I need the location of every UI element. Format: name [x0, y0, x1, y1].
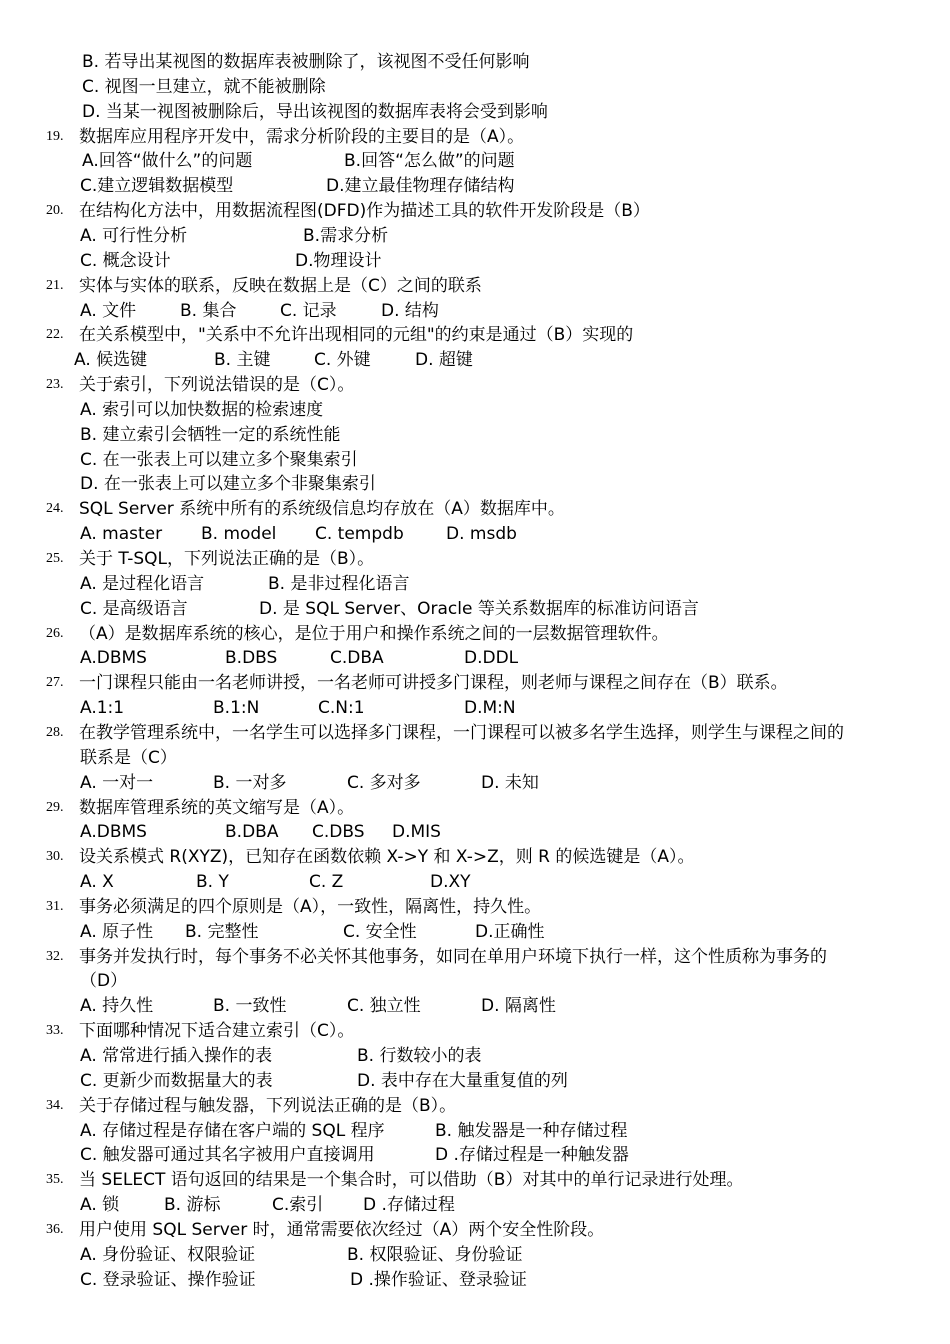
answer-option: C. Z — [309, 872, 344, 893]
option-line — [0, 1044, 950, 1068]
question-line — [0, 199, 950, 223]
answer-option: D. 未知 — [481, 772, 539, 793]
answer-option: A. 原子性 — [80, 921, 154, 942]
answer-option: C. 安全性 — [343, 921, 417, 942]
answer-option: C. 触发器可通过其名字被用户直接调用 — [80, 1145, 375, 1166]
answer-option: D. 在一张表上可以建立多个非聚集索引 — [80, 474, 376, 495]
question-number: 22. — [46, 327, 64, 343]
option-line — [0, 472, 950, 496]
option-line — [0, 174, 950, 198]
answer-option: C. 在一张表上可以建立多个聚集索引 — [80, 449, 358, 470]
answer-option: C. 概念设计 — [80, 250, 171, 271]
answer-option: A. 是过程化语言 — [80, 573, 205, 594]
question-text: 下面哪种情况下适合建立索引（C）。 — [79, 1021, 355, 1042]
answer-option: D. 隔离性 — [481, 996, 556, 1017]
option-line — [0, 75, 950, 99]
answer-option: D.DDL — [464, 648, 519, 669]
question-number: 24. — [46, 501, 64, 517]
question-number: 20. — [46, 203, 64, 219]
question-number: 29. — [46, 799, 64, 815]
answer-option: D.正确性 — [475, 921, 545, 942]
question-line — [0, 945, 950, 969]
answer-option: A. 索引可以加快数据的检索速度 — [80, 399, 324, 420]
question-text: 数据库管理系统的英文缩写是（A）。 — [79, 797, 355, 818]
question-number: 35. — [46, 1172, 64, 1188]
answer-option: A.DBMS — [80, 648, 147, 669]
question-text: SQL Server 系统中所有的系统级信息均存放在（A）数据库中。 — [79, 499, 565, 520]
answer-option: B.DBA — [225, 822, 279, 843]
answer-option: A. 存储过程是存储在客户端的 SQL 程序 — [80, 1120, 385, 1141]
answer-option: A.1:1 — [80, 698, 125, 719]
option-line — [0, 597, 950, 621]
question-text: 设关系模式 R(XYZ)，已知存在函数依赖 X->Y 和 X->Z，则 R 的候选键是（A）。 — [79, 847, 695, 868]
option-line — [0, 1193, 950, 1217]
answer-option: C. 更新少而数据量大的表 — [80, 1070, 273, 1091]
answer-option: C.DBS — [312, 822, 365, 843]
answer-option: C. 视图一旦建立，就不能被删除 — [82, 76, 326, 97]
question-line — [0, 845, 950, 869]
option-line — [0, 820, 950, 844]
answer-option: B.DBS — [225, 648, 278, 669]
option-line — [0, 969, 950, 993]
question-line — [0, 497, 950, 521]
option-line — [0, 1119, 950, 1143]
answer-option: B. 完整性 — [185, 921, 259, 942]
answer-option: D. 结构 — [381, 300, 439, 321]
answer-option: C. 是高级语言 — [80, 598, 188, 619]
answer-option: 联系是（C） — [80, 747, 177, 768]
answer-option: A. 身份验证、权限验证 — [80, 1244, 256, 1265]
answer-option: A. 可行性分析 — [80, 225, 188, 246]
answer-option: A. 文件 — [80, 300, 137, 321]
question-text: （A）是数据库系统的核心，是位于用户和操作系统之间的一层数据管理软件。 — [79, 623, 669, 644]
answer-option: D.M:N — [464, 698, 516, 719]
option-line — [0, 572, 950, 596]
question-line — [0, 373, 950, 397]
option-line — [0, 348, 950, 372]
answer-option: C. 独立性 — [347, 996, 421, 1017]
answer-option: B. 集合 — [180, 300, 237, 321]
answer-option: D.XY — [430, 872, 471, 893]
answer-option: A. 持久性 — [80, 996, 154, 1017]
answer-option: D. 是 SQL Server、Oracle 等关系数据库的标准访问语言 — [259, 598, 699, 619]
question-line — [0, 671, 950, 695]
question-text: 关于存储过程与触发器，下列说法正确的是（B）。 — [79, 1095, 457, 1116]
answer-option: B. 主键 — [214, 350, 271, 371]
answer-option: D. 当某一视图被删除后，导出该视图的数据库表将会受到影响 — [82, 101, 548, 122]
answer-option: A. 常常进行插入操作的表 — [80, 1046, 273, 1066]
option-line — [0, 1143, 950, 1167]
question-line — [0, 1218, 950, 1242]
answer-option: D.MIS — [392, 822, 441, 843]
answer-option: A.DBMS — [80, 822, 147, 843]
option-line — [0, 249, 950, 273]
answer-option: C. 多对多 — [347, 772, 421, 793]
option-line — [0, 920, 950, 944]
answer-option: B. Y — [196, 872, 229, 893]
option-line — [0, 423, 950, 447]
answer-option: A. 候选键 — [74, 350, 148, 371]
option-line — [0, 696, 950, 720]
answer-option: C.建立逻辑数据模型 — [80, 176, 234, 197]
question-number: 27. — [46, 675, 64, 691]
answer-option: A. 一对一 — [80, 772, 154, 793]
question-text: 在教学管理系统中，一名学生可以选择多门课程，一门课程可以被多名学生选择，则学生与课程之间的 — [79, 722, 844, 743]
answer-option: B.1:N — [213, 698, 260, 719]
question-number: 28. — [46, 724, 64, 740]
option-line — [0, 994, 950, 1018]
question-line — [0, 274, 950, 298]
answer-option: C. 记录 — [280, 300, 337, 321]
question-line — [0, 323, 950, 347]
answer-option: B. 权限验证、身份验证 — [347, 1244, 523, 1265]
answer-option: D. 超键 — [415, 350, 473, 371]
answer-option: D.物理设计 — [295, 250, 382, 271]
question-number: 34. — [46, 1097, 64, 1113]
answer-option: B. model — [201, 524, 277, 545]
answer-option: B.需求分析 — [303, 225, 389, 246]
question-text: 关于索引，下列说法错误的是（C）。 — [79, 375, 355, 396]
answer-option: B. 行数较小的表 — [357, 1046, 482, 1066]
question-text: 在关系模型中，"关系中不允许出现相同的元组"的约束是通过（B）实现的 — [79, 325, 634, 346]
answer-option: B. 建立索引会牺牲一定的系统性能 — [80, 424, 341, 445]
question-number: 25. — [46, 551, 64, 566]
question-line — [0, 796, 950, 820]
answer-option: A. master — [80, 524, 163, 545]
answer-option: C.DBA — [330, 648, 384, 669]
answer-option: C.索引 — [272, 1195, 324, 1216]
option-line — [0, 448, 950, 472]
question-number: 26. — [46, 625, 64, 641]
question-number: 36. — [46, 1221, 64, 1237]
question-text: 用户使用 SQL Server 时，通常需要依次经过（A）两个安全性阶段。 — [79, 1219, 605, 1240]
answer-option: C. 登录验证、操作验证 — [80, 1269, 256, 1290]
option-line — [0, 646, 950, 670]
answer-option: B. 一对多 — [213, 772, 287, 793]
question-line — [0, 622, 950, 646]
answer-option: B. 一致性 — [213, 996, 287, 1017]
answer-option: B. 是非过程化语言 — [268, 573, 410, 594]
question-line — [0, 721, 950, 745]
answer-option: C.N:1 — [318, 698, 365, 719]
question-text: 实体与实体的联系，反映在数据上是（C）之间的联系 — [79, 275, 482, 296]
answer-option: D. msdb — [446, 524, 517, 545]
answer-option: B. 游标 — [164, 1195, 221, 1216]
option-line — [0, 771, 950, 795]
question-text: 事务必须满足的四个原则是（A），一致性，隔离性，持久性。 — [79, 896, 542, 917]
question-number: 21. — [46, 277, 64, 293]
answer-option: D .存储过程是一种触发器 — [435, 1145, 629, 1166]
answer-option: B.回答“怎么做”的问题 — [344, 151, 515, 172]
question-text: 当 SELECT 语句返回的结果是一个集合时，可以借助（B）对其中的单行记录进行处理。 — [79, 1170, 744, 1191]
question-number: 19. — [46, 128, 64, 144]
answer-option: A.回答“做什么”的问题 — [82, 151, 253, 172]
option-line — [0, 224, 950, 248]
answer-option: （D） — [80, 971, 128, 992]
option-line — [0, 746, 950, 770]
answer-option: D .操作验证、登录验证 — [350, 1269, 527, 1290]
question-number: 31. — [46, 898, 64, 914]
question-line — [0, 1019, 950, 1043]
option-line — [0, 149, 950, 173]
answer-option: B. 触发器是一种存储过程 — [435, 1120, 628, 1141]
question-number: 30. — [46, 849, 64, 865]
answer-option: C. 外键 — [314, 350, 371, 371]
option-line — [0, 100, 950, 124]
question-text: 一门课程只能由一名老师讲授，一名老师可讲授多门课程，则老师与课程之间存在（B）联系。 — [79, 673, 788, 694]
question-text: 数据库应用程序开发中，需求分析阶段的主要目的是（A）。 — [79, 126, 525, 147]
option-line — [0, 1069, 950, 1093]
option-line — [0, 299, 950, 323]
question-text: 事务并发执行时，每个事务不必关怀其他事务，如同在单用户环境下执行一样，这个性质称为事务的 — [79, 946, 827, 967]
option-line — [0, 1243, 950, 1267]
option-line — [0, 398, 950, 422]
question-line — [0, 547, 950, 571]
question-number: 33. — [46, 1023, 64, 1039]
answer-option: A. 锁 — [80, 1195, 120, 1216]
answer-option: A. X — [80, 872, 114, 893]
question-line — [0, 895, 950, 919]
answer-option: B. 若导出某视图的数据库表被删除了，该视图不受任何影响 — [82, 52, 530, 72]
question-number: 23. — [46, 377, 64, 393]
question-line — [0, 125, 950, 149]
question-text: 关于 T-SQL，下列说法正确的是（B）。 — [79, 549, 375, 569]
question-line — [0, 1094, 950, 1118]
answer-option: C. tempdb — [315, 524, 404, 545]
answer-option: D. 表中存在大量重复值的列 — [357, 1070, 568, 1091]
option-line — [0, 50, 950, 74]
question-number: 32. — [46, 948, 64, 964]
question-line — [0, 1168, 950, 1192]
option-line — [0, 870, 950, 894]
option-line — [0, 1268, 950, 1292]
question-text: 在结构化方法中，用数据流程图(DFD)作为描述工具的软件开发阶段是（B） — [79, 201, 650, 222]
option-line — [0, 522, 950, 546]
answer-option: D.建立最佳物理存储结构 — [326, 176, 515, 197]
answer-option: D .存储过程 — [363, 1195, 455, 1216]
